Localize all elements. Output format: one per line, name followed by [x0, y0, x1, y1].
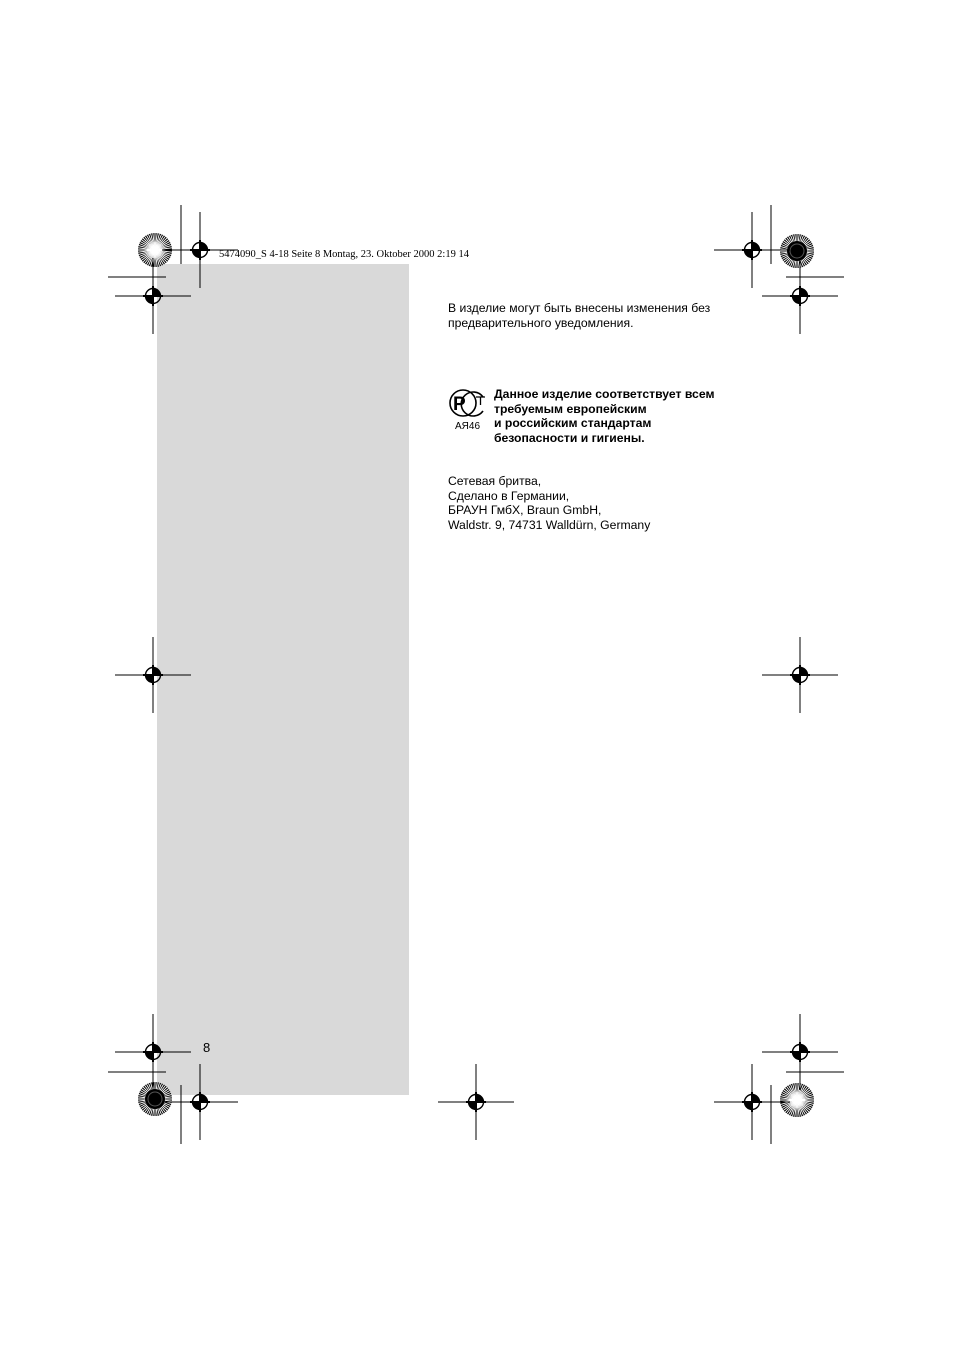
registration-mark-icon — [762, 258, 838, 334]
certification-line: и российским стандартам — [494, 416, 652, 431]
certification-line: требуемым европейским — [494, 401, 647, 416]
registration-mark-icon — [762, 637, 838, 713]
registration-mark-icon — [162, 212, 238, 288]
svg-text:Р: Р — [453, 394, 466, 415]
certification-code: АЯ46 — [455, 421, 481, 432]
certification-line: Данное изделие соответствует всем — [494, 387, 715, 401]
registration-mark-icon — [115, 637, 191, 713]
print-slug: 5474090_S 4-18 Seite 8 Montag, 23. Oktober 2000 2:19 14 — [219, 249, 469, 260]
registration-mark-icon — [438, 1064, 514, 1140]
manufacturer-line: БРАУН ГмбХ, Braun GmbH, — [448, 503, 602, 518]
manufacturer-line: Сделано в Германии, — [448, 488, 570, 503]
change-notice-line-2: предварительного уведомления. — [448, 315, 634, 330]
starburst-target-icon — [138, 1082, 172, 1116]
starburst-target-icon — [780, 1083, 814, 1117]
certification-line: безопасности и гигиены. — [494, 430, 645, 445]
starburst-target-icon — [780, 234, 814, 268]
page-number: 8 — [203, 1040, 211, 1055]
manufacturer-line: Waldstr. 9, 74731 Walldürn, Germany — [448, 517, 651, 532]
registration-mark-icon — [714, 1064, 790, 1140]
registration-mark-icon — [115, 258, 191, 334]
registration-mark-icon — [762, 1014, 838, 1090]
change-notice-line-1: В изделие могут быть внесены изменения без — [448, 301, 711, 315]
registration-mark-icon — [714, 212, 790, 288]
manufacturer-line: Сетевая бритва, — [448, 474, 542, 488]
registration-mark-icon — [115, 1014, 191, 1090]
registration-mark-icon — [162, 1064, 238, 1140]
